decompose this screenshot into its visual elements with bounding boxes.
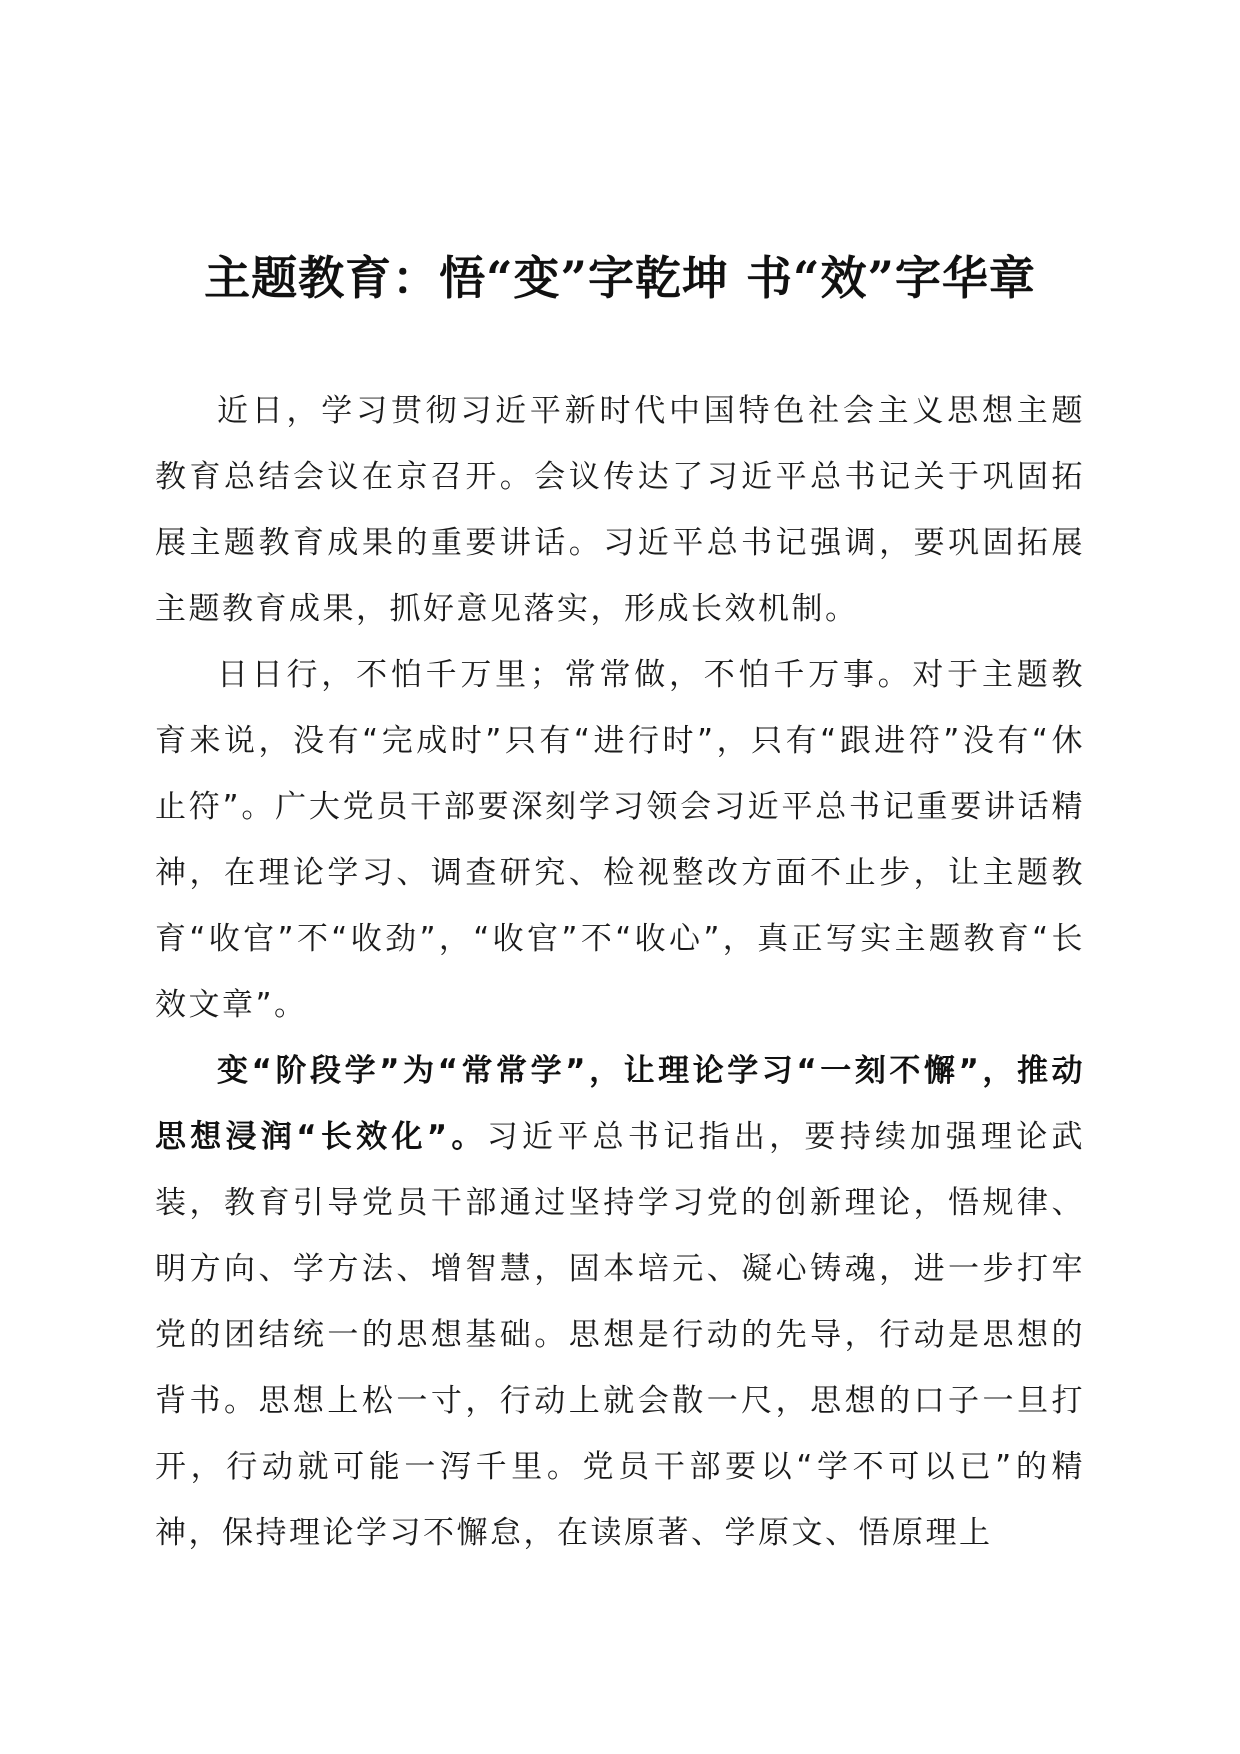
paragraph: [155, 378, 1085, 642]
paragraph: [155, 642, 1085, 1038]
paragraph: [155, 1038, 1085, 1566]
paragraph-text: 日日行，不怕千万里；常常做，不怕千万事。对于主题教育来说，没有“完成时”只有“进行时”，只有“跟进符”没有“休止符”。广大党员干部要深刻学习领会习近平总书记重要讲话精神，在理论学习、调查研究、检视整改方面不止步，让主题教育“收官”不“收劲”，“收官”不“收心”，真正写实主题教育“长效文章”。: [155, 657, 1085, 1023]
document-body: [155, 378, 1085, 1566]
paragraph-text: 近日，学习贯彻习近平新时代中国特色社会主义思想主题教育总结会议在京召开。会议传达了习近平总书记关于巩固拓展主题教育成果的重要讲话。习近平总书记强调，要巩固拓展主题教育成果，抓好意见落实，形成长效机制。: [155, 393, 1085, 627]
document-title: 主题教育：悟“变”字乾坤 书“效”字华章: [204, 251, 1036, 305]
paragraph-lead: 变“阶段学”为“常常学”，让理论学习“一刻不懈”，推动思想浸润“长效化”。: [155, 1053, 1085, 1155]
paragraph-text: 习近平总书记指出，要持续加强理论武装，教育引导党员干部通过坚持学习党的创新理论，悟规律、明方向、学方法、增智慧，固本培元、凝心铸魂，进一步打牢党的团结统一的思想基础。思想是行动的先导，行动是思想的背书。思想上松一寸，行动上就会散一尺，思想的口子一旦打开，行动就可能一泻千里。党员干部要以“学不可以已”的精神，保持理论学习不懈怠，在读原著、学原文、悟原理上: [155, 1119, 1086, 1551]
